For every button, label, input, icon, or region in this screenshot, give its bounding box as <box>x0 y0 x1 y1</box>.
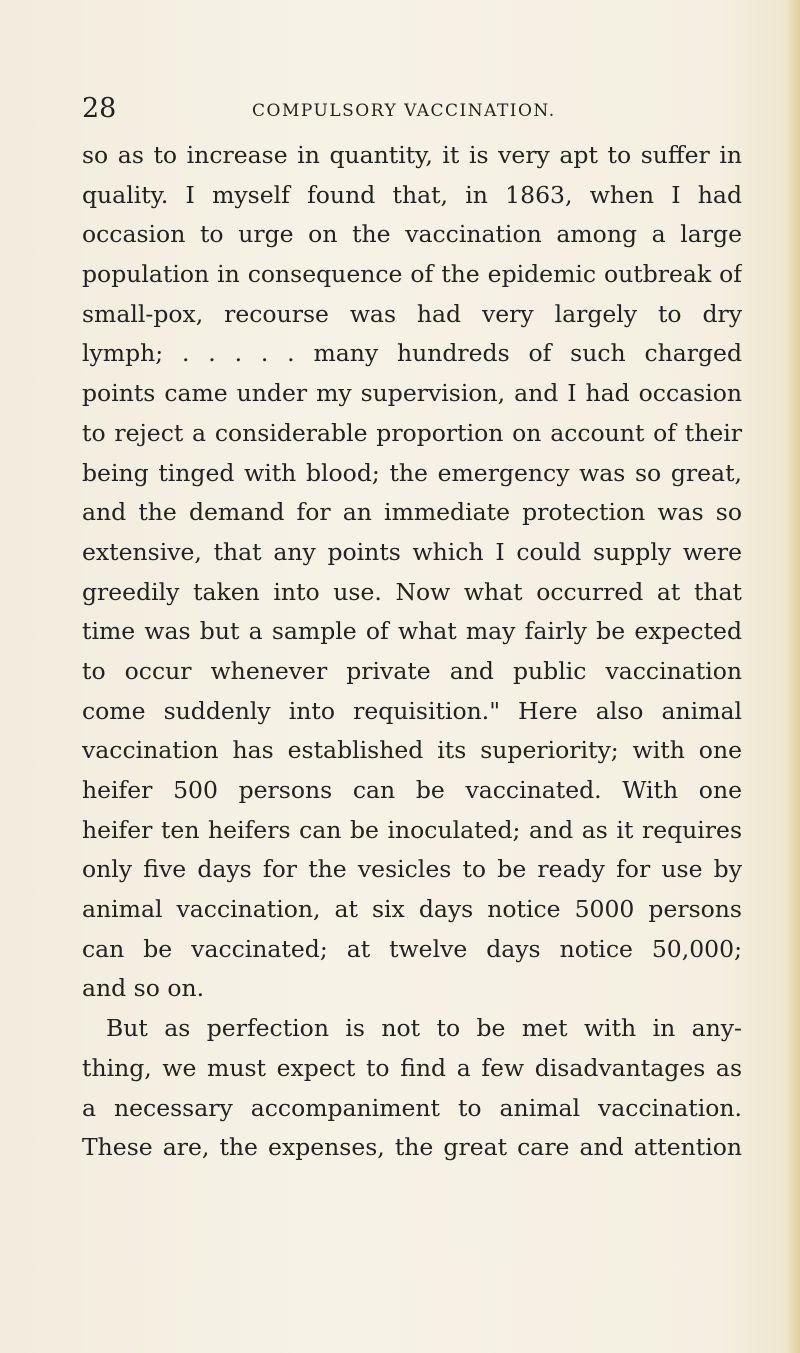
text-line: points came under my supervision, and I had occasion <box>82 379 742 408</box>
text-line: only five days for the vesicles to be ready for use by <box>82 855 742 884</box>
text-line: heifer ten heifers can be inoculated; and as it requires <box>82 815 742 844</box>
text-line: vaccination has established its superiority; with one <box>82 736 742 765</box>
text-line: so as to increase in quantity, it is very apt to suffer in <box>82 141 742 169</box>
text-line: population in consequence of the epidemic outbreak of <box>82 260 742 289</box>
text-line: to occur whenever private and public vaccination <box>82 656 742 685</box>
text-line: small-pox, recourse was had very largely to dry <box>82 299 742 328</box>
text-line: and the demand for an immediate protection was so <box>82 498 742 527</box>
text-line: lymph; . . . . . many hundreds of such charged <box>82 339 742 368</box>
text-line: occasion to urge on the vaccination among a large <box>82 220 742 249</box>
text-line: greedily taken into use. Now what occurred at that <box>82 577 742 606</box>
text-line: thing, we must expect to find a few disadvantages as <box>82 1053 742 1082</box>
running-title: COMPULSORY VACCINATION. <box>252 101 556 121</box>
body-text <box>82 136 742 1168</box>
text-line: These are, the expenses, the great care and attention <box>82 1133 742 1162</box>
text-line: extensive, that any points which I could supply were <box>82 537 742 566</box>
paragraph-start-line: But as perfection is not to be met with in any- <box>106 1014 742 1043</box>
text-line: quality. I myself found that, in 1863, when I had <box>82 180 742 209</box>
text-line: to reject a considerable proportion on account of their <box>82 418 742 447</box>
page-number: 28 <box>82 93 117 124</box>
page-header <box>82 92 742 126</box>
text-line: being tinged with blood; the emergency was so great, <box>82 458 742 487</box>
paragraph-end-line: and so on. <box>82 974 205 1003</box>
text-line: come suddenly into requisition." Here also animal <box>82 696 742 725</box>
page-edge-shading <box>786 0 800 1353</box>
text-line: a necessary accompaniment to animal vaccination. <box>82 1093 742 1122</box>
text-line: heifer 500 persons can be vaccinated. With one <box>82 776 742 804</box>
text-line: can be vaccinated; at twelve days notice 50,000; <box>82 934 742 963</box>
text-line: animal vaccination, at six days notice 5000 persons <box>82 895 742 924</box>
text-line: time was but a sample of what may fairly be expected <box>82 617 742 646</box>
